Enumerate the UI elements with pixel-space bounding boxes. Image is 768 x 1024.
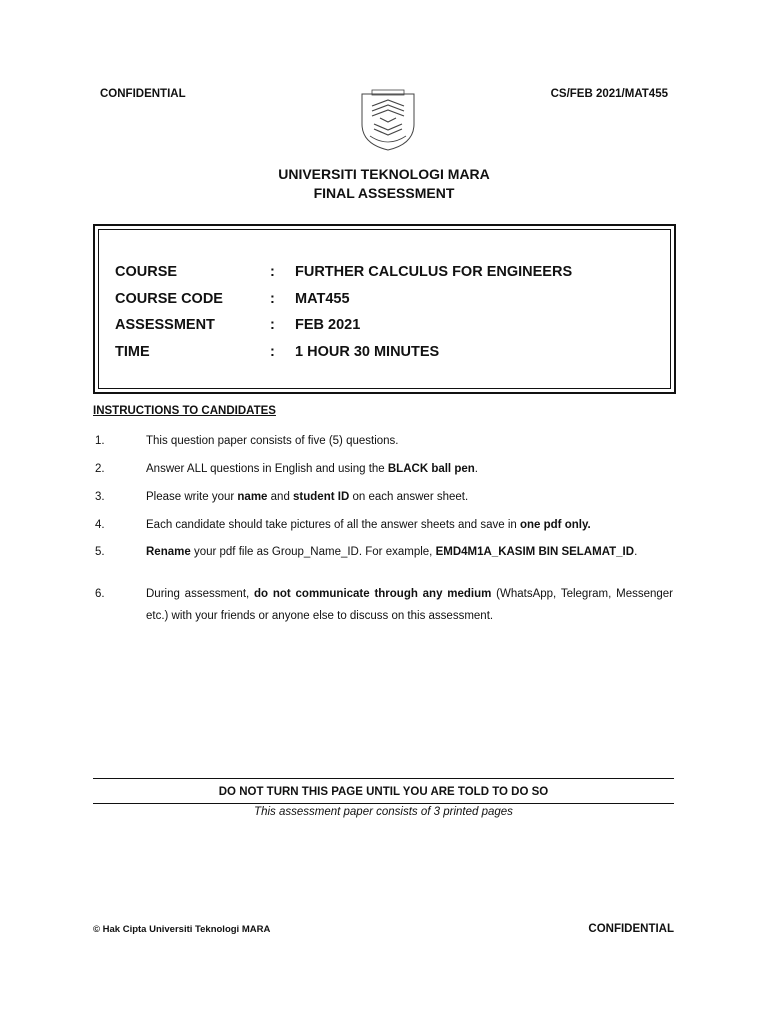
instruction-fragment: This question paper consists of five (5) questions. — [146, 435, 399, 447]
course-value: FURTHER CALCULUS FOR ENGINEERS — [295, 264, 573, 280]
instruction-number: 2. — [95, 463, 105, 475]
instruction-emphasis: name — [237, 491, 268, 503]
assessment-colon: : — [270, 317, 275, 333]
instructions-heading: INSTRUCTIONS TO CANDIDATES — [93, 405, 276, 417]
instruction-fragment: Answer ALL questions in English and using the — [146, 463, 388, 475]
instruction-fragment: and — [267, 491, 294, 503]
instruction-item — [93, 486, 673, 508]
do-not-turn-warning: DO NOT TURN THIS PAGE UNTIL YOU ARE TOLD TO DO SO — [218, 786, 549, 798]
header-paper-code: CS/FEB 2021/MAT455 — [550, 88, 668, 100]
instruction-fragment: . — [474, 463, 478, 475]
assessment-value: FEB 2021 — [295, 317, 361, 333]
instruction-text — [146, 545, 673, 559]
instruction-emphasis: one pdf only. — [519, 519, 591, 531]
instruction-text — [146, 430, 673, 452]
time-value: 1 HOUR 30 MINUTES — [295, 344, 440, 360]
instruction-fragment: During assessment, — [146, 588, 255, 600]
footer-confidential: CONFIDENTIAL — [588, 923, 674, 935]
instruction-text — [146, 458, 673, 480]
instruction-fragment: Each candidate should take pictures of all the answer sheets and save in — [146, 519, 520, 531]
course-colon: : — [270, 264, 275, 280]
instruction-number: 3. — [95, 491, 105, 503]
instruction-fragment: Please write your — [146, 491, 238, 503]
instruction-item — [93, 514, 673, 536]
time-colon: : — [270, 344, 275, 360]
instruction-number: 4. — [95, 519, 105, 531]
instruction-emphasis: student ID — [293, 491, 350, 503]
instruction-number: 5. — [95, 546, 105, 558]
course-code-label: COURSE CODE — [115, 291, 223, 307]
university-name: UNIVERSITI TEKNOLOGI MARA — [278, 166, 490, 182]
instruction-text — [146, 583, 673, 627]
instruction-text — [146, 486, 673, 508]
instruction-emphasis: Rename — [146, 546, 191, 558]
instruction-item — [93, 541, 673, 577]
top-divider — [93, 778, 674, 779]
course-code-colon: : — [270, 291, 275, 307]
instruction-fragment: your pdf file as Group_Name_ID. For example, — [190, 546, 436, 558]
header-confidential: CONFIDENTIAL — [100, 88, 186, 100]
assessment-type: FINAL ASSESSMENT — [313, 185, 455, 201]
bottom-divider — [93, 803, 674, 804]
printed-pages-note: This assessment paper consists of 3 printed pages — [254, 806, 513, 818]
instruction-number: 1. — [95, 435, 105, 447]
footer-copyright: © Hak Cipta Universiti Teknologi MARA — [93, 924, 271, 935]
course-info-box-inner — [98, 229, 671, 389]
instruction-number: 6. — [95, 588, 105, 600]
course-info-box — [93, 224, 676, 394]
time-label: TIME — [115, 344, 150, 360]
course-code-value: MAT455 — [295, 291, 350, 307]
instruction-item — [93, 458, 673, 480]
instruction-text — [146, 514, 673, 536]
instruction-emphasis: EMD4M1A_KASIM BIN SELAMAT_ID — [435, 546, 635, 558]
university-crest-logo — [358, 86, 418, 152]
instruction-item — [93, 430, 673, 452]
instruction-fragment: . — [634, 546, 638, 558]
assessment-label: ASSESSMENT — [115, 317, 215, 333]
instruction-item — [93, 583, 673, 627]
instruction-emphasis: do not communicate through any medium — [254, 588, 492, 600]
instruction-emphasis: BLACK ball pen — [387, 463, 475, 475]
course-label: COURSE — [115, 264, 178, 280]
instruction-fragment: (WhatsApp, Telegram, Messenger etc.) with your friends or anyone else to discuss on this assessment. — [146, 588, 673, 622]
instruction-fragment: on each answer sheet. — [349, 491, 469, 503]
